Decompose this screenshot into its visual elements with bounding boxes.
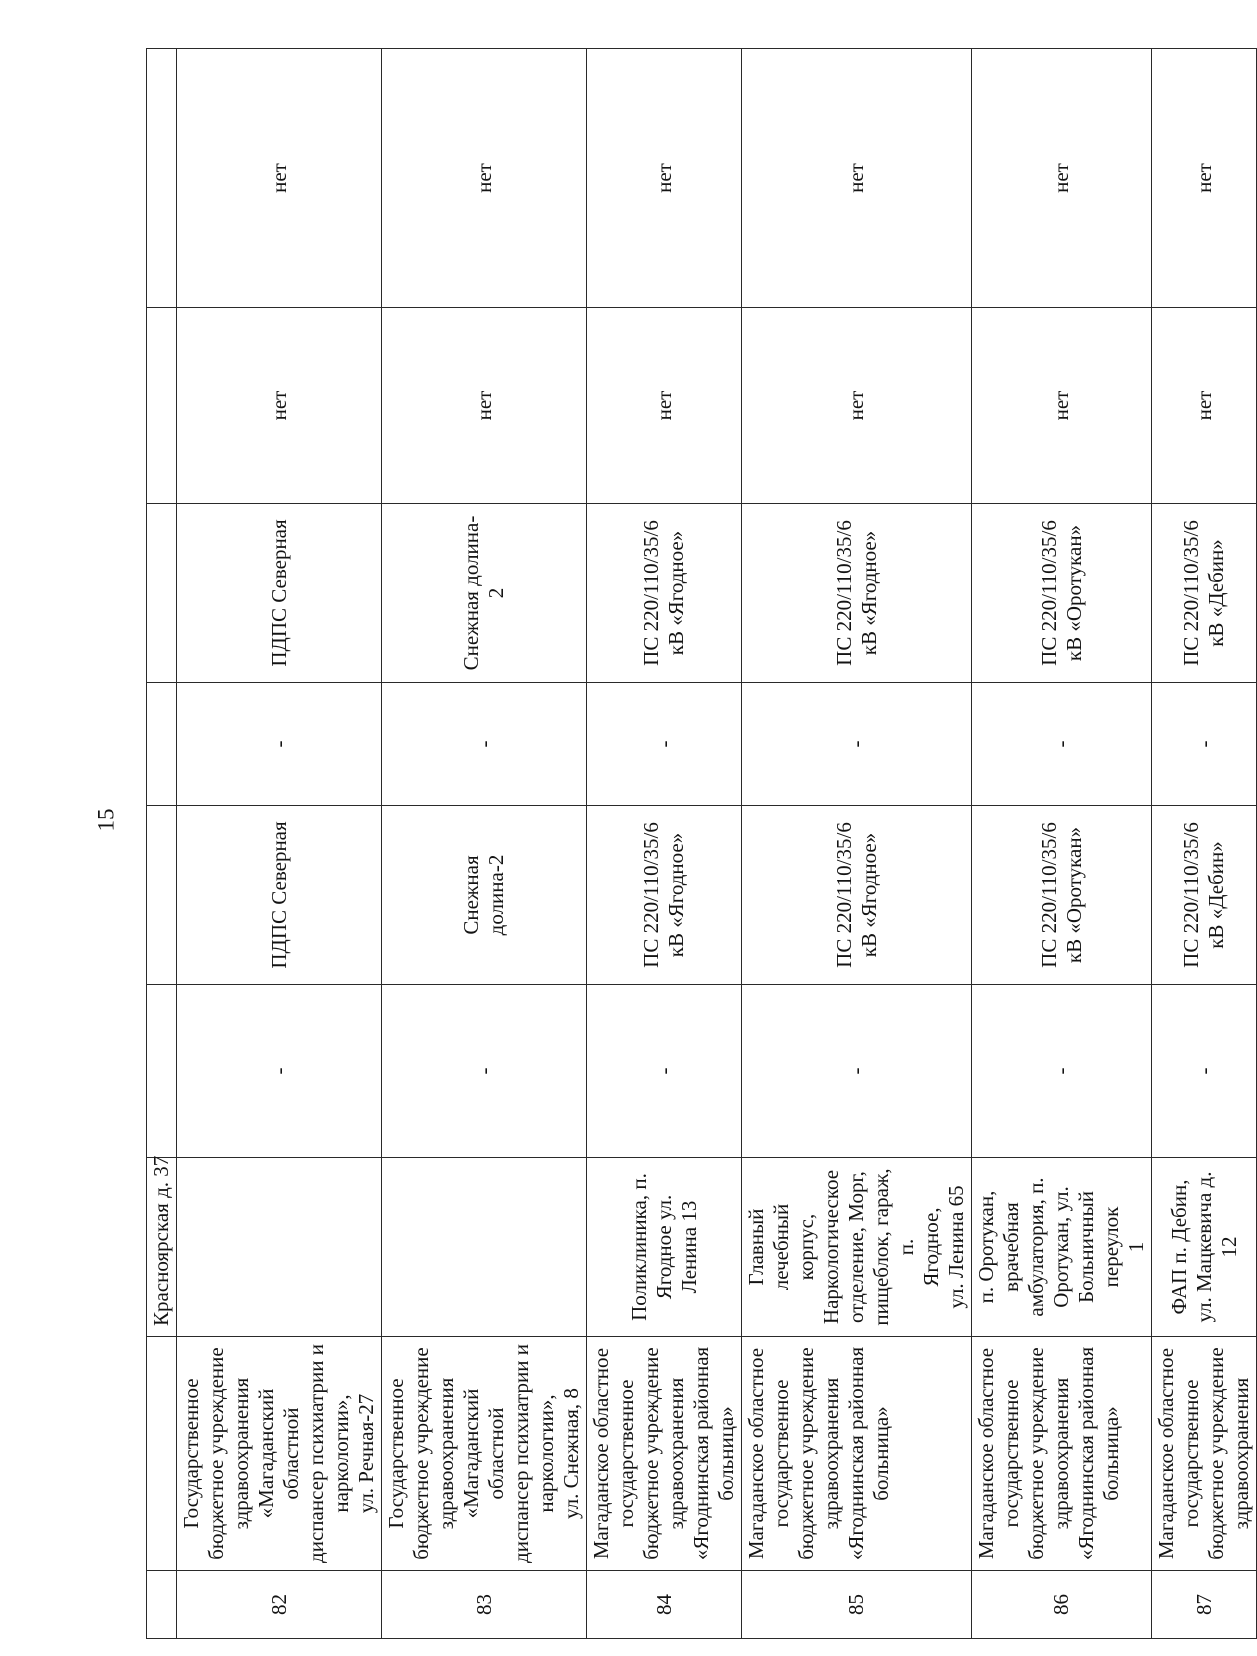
cell-col6: - <box>742 683 972 806</box>
object-address <box>177 1158 382 1337</box>
continuation-cell-num <box>147 1571 177 1639</box>
continuation-cell-8 <box>147 308 177 504</box>
cell-col6: - <box>972 683 1152 806</box>
cell-col8: нет <box>587 308 742 504</box>
table-row <box>972 49 1152 1639</box>
cell-col5: ПС 220/110/35/6 кВ «Дебин» <box>1152 806 1257 985</box>
continuation-cell-7 <box>147 504 177 683</box>
cell-col5: ПС 220/110/35/6 кВ «Оротукан» <box>972 806 1152 985</box>
object-address: Поликлиника, п. Ягодное ул. Ленина 13 <box>587 1158 742 1337</box>
continuation-cell-6 <box>147 683 177 806</box>
continuation-cell-4 <box>147 985 177 1158</box>
cell-col9: нет <box>742 49 972 308</box>
object-address: п. Оротукан, врачебная амбулатория, п. Оротукан, ул. Больничный переулок 1 <box>972 1158 1152 1337</box>
cell-col4: - <box>1152 985 1257 1158</box>
row-number: 85 <box>742 1571 972 1639</box>
cell-col6: - <box>177 683 382 806</box>
cell-col8: нет <box>382 308 587 504</box>
continuation-cell-9 <box>147 49 177 308</box>
row-number: 83 <box>382 1571 587 1639</box>
continued-address: Красноярская д. 37 <box>147 1158 177 1337</box>
institution-name: Государственное бюджетное учреждение здравоохранения «Магаданский областной диспансер психиатрии и наркологии», ул. Речная-27 <box>177 1337 382 1571</box>
institution-name: Государственное бюджетное учреждение здравоохранения «Магаданский областной диспансер психиатрии и наркологии», ул. Снежная, 8 <box>382 1337 587 1571</box>
table-row <box>587 49 742 1639</box>
page-number <box>88 800 124 840</box>
cell-col7: ПС 220/110/35/6 кВ «Ягодное» <box>587 504 742 683</box>
table-row <box>742 49 972 1639</box>
data-table <box>146 48 1257 1639</box>
institution-name: Магаданское областное государственное бюджетное учреждение здравоохранения «Ягоднинская районная больница» <box>742 1337 972 1571</box>
row-number: 87 <box>1152 1571 1257 1639</box>
cell-col8: нет <box>972 308 1152 504</box>
cell-col4: - <box>177 985 382 1158</box>
cell-col8: нет <box>1152 308 1257 504</box>
cell-col5: ПС 220/110/35/6 кВ «Ягодное» <box>587 806 742 985</box>
cell-col6: - <box>587 683 742 806</box>
page-number-text: 15 <box>93 808 118 832</box>
rotated-table-wrapper <box>146 49 1253 1639</box>
object-address <box>382 1158 587 1337</box>
cell-col4: - <box>972 985 1152 1158</box>
table-row <box>1152 49 1257 1639</box>
cell-col6: - <box>382 683 587 806</box>
cell-col7: ПС 220/110/35/6 кВ «Дебин» <box>1152 504 1257 683</box>
cell-col5: ПС 220/110/35/6 кВ «Ягодное» <box>742 806 972 985</box>
object-address: Главный лечебный корпус, Наркологическое отделение, Морг, пищеблок, гараж, п. Ягодное, ул. Ленина 65 <box>742 1158 972 1337</box>
cell-col8: нет <box>742 308 972 504</box>
continuation-row <box>147 49 177 1639</box>
cell-col9: нет <box>972 49 1152 308</box>
cell-col5: ПДПС Северная <box>177 806 382 985</box>
institution-name: Магаданское областное государственное бюджетное учреждение здравоохранения <box>1152 1337 1257 1571</box>
cell-col4: - <box>587 985 742 1158</box>
cell-col6: - <box>1152 683 1257 806</box>
cell-col9: нет <box>382 49 587 308</box>
cell-col9: нет <box>1152 49 1257 308</box>
cell-col4: - <box>742 985 972 1158</box>
institution-name: Магаданское областное государственное бюджетное учреждение здравоохранения «Ягоднинская районная больница» <box>587 1337 742 1571</box>
cell-col4: - <box>382 985 587 1158</box>
continuation-cell-5 <box>147 806 177 985</box>
cell-col5: Снежная долина-2 <box>382 806 587 985</box>
continuation-cell-institution <box>147 1337 177 1571</box>
cell-col7: ПДПС Северная <box>177 504 382 683</box>
institution-name: Магаданское областное государственное бюджетное учреждение здравоохранения «Ягоднинская районная больница» <box>972 1337 1152 1571</box>
row-number: 84 <box>587 1571 742 1639</box>
cell-col7: ПС 220/110/35/6 кВ «Ягодное» <box>742 504 972 683</box>
cell-col9: нет <box>177 49 382 308</box>
cell-col9: нет <box>587 49 742 308</box>
table-row <box>382 49 587 1639</box>
row-number: 86 <box>972 1571 1152 1639</box>
cell-col7: ПС 220/110/35/6 кВ «Оротукан» <box>972 504 1152 683</box>
row-number: 82 <box>177 1571 382 1639</box>
cell-col8: нет <box>177 308 382 504</box>
object-address: ФАП п. Дебин, ул. Мацкевича д. 12 <box>1152 1158 1257 1337</box>
cell-col7: Снежная долина- 2 <box>382 504 587 683</box>
table-row <box>177 49 382 1639</box>
